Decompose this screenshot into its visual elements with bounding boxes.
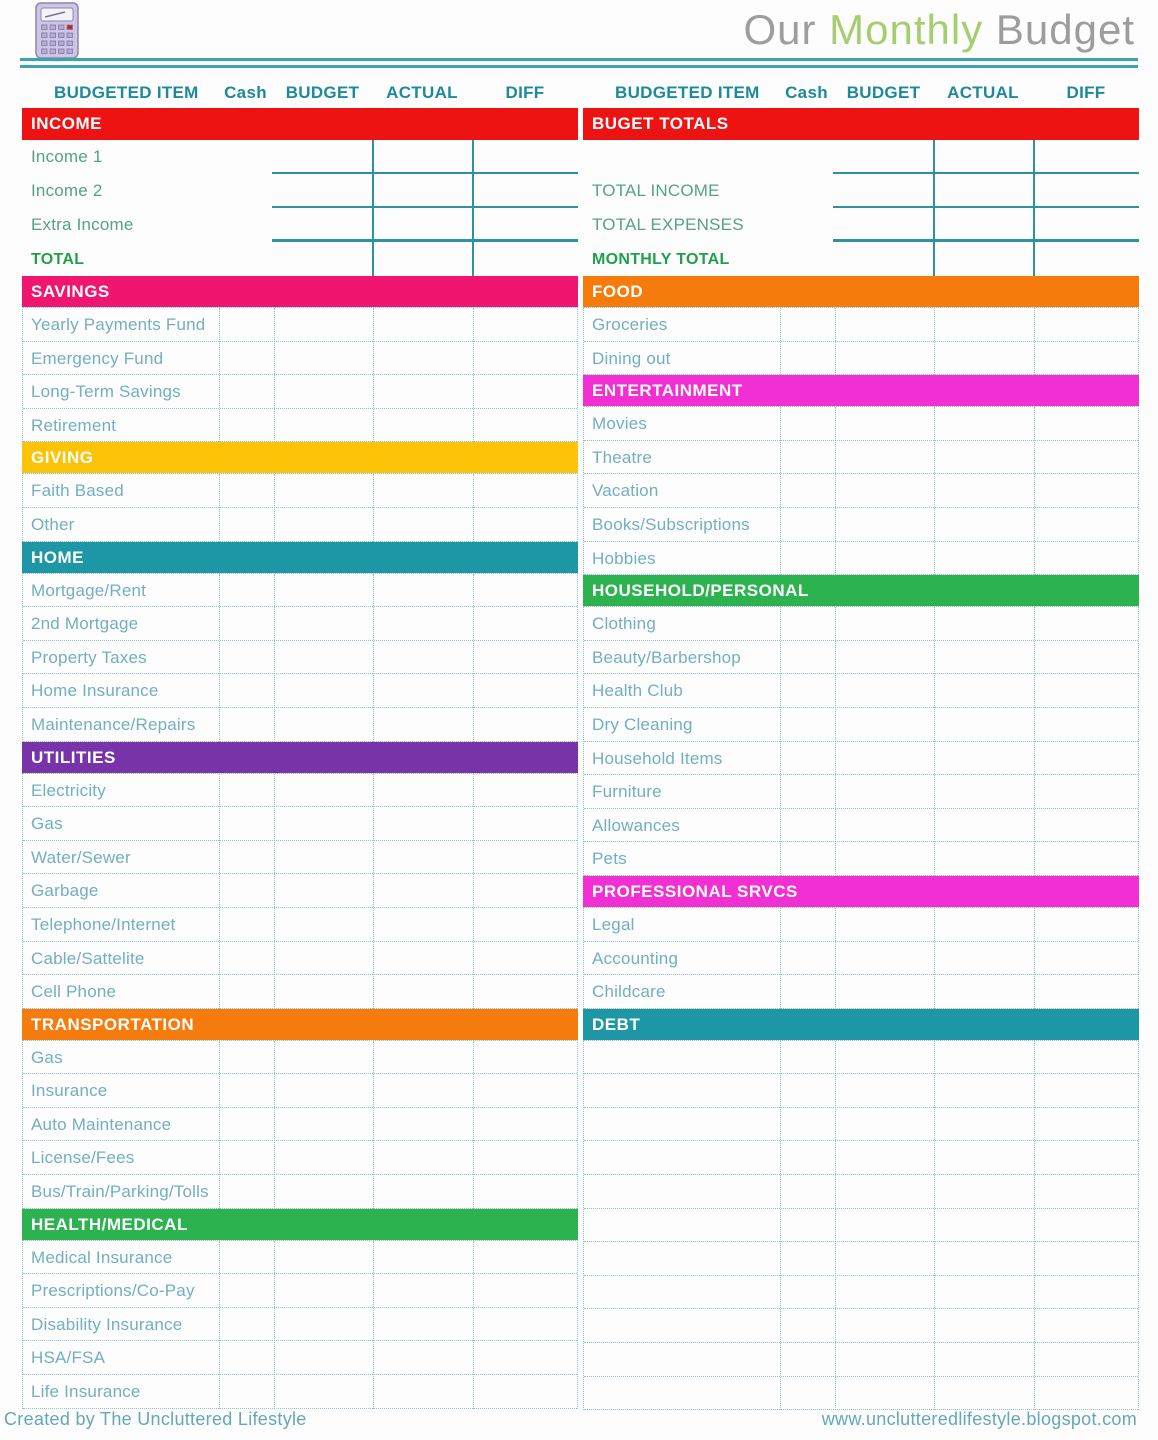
- table-row: [584, 908, 1138, 942]
- column-divider: [934, 908, 935, 1009]
- row-label: Gas: [31, 1047, 63, 1067]
- column-divider: [472, 140, 474, 276]
- column-divider: [219, 308, 220, 442]
- section-income: [22, 108, 578, 276]
- row-label: Groceries: [592, 315, 668, 334]
- section-grid: [583, 907, 1139, 1009]
- table-row: [583, 174, 1139, 208]
- section-buget-totals: [583, 108, 1139, 276]
- table-row: [583, 140, 1139, 174]
- row-label: Long-Term Savings: [31, 382, 181, 402]
- section-grid: [22, 773, 578, 1009]
- row-label: Home Insurance: [31, 681, 159, 701]
- left-column-headers: [22, 80, 578, 108]
- column-divider: [473, 774, 474, 1009]
- section-savings: [22, 276, 578, 442]
- row-label: Mortgage/Rent: [31, 580, 147, 600]
- footer-credit: Created by The Uncluttered Lifestyle: [4, 1409, 307, 1429]
- row-label: HSA/FSA: [31, 1348, 106, 1368]
- column-divider: [473, 574, 474, 742]
- row-label: Legal: [592, 914, 635, 934]
- table-row: [584, 842, 1138, 876]
- row-label: Life Insurance: [31, 1382, 141, 1402]
- table-row: [23, 874, 577, 908]
- column-divider: [835, 908, 836, 1009]
- table-row: [584, 1377, 1138, 1411]
- section-entertainment: [583, 375, 1139, 575]
- row-label: Cell Phone: [31, 982, 117, 1002]
- table-row: [23, 1074, 577, 1108]
- row-label: Beauty/Barbershop: [592, 647, 741, 667]
- row-label: Disability Insurance: [31, 1314, 183, 1334]
- table-row: [23, 1308, 577, 1342]
- column-divider: [1034, 1041, 1035, 1411]
- column-divider: [274, 774, 275, 1009]
- column-divider: [274, 1041, 275, 1209]
- table-row: [22, 140, 578, 174]
- table-row: [23, 574, 577, 608]
- table-row: [23, 908, 577, 942]
- section-header-giving: GIVING: [22, 442, 578, 473]
- total-label: MONTHLY TOTAL: [592, 251, 730, 268]
- row-label: Yearly Payments Fund: [31, 315, 206, 334]
- column-divider: [373, 774, 374, 1009]
- table-row: [584, 1209, 1138, 1243]
- column-divider: [473, 474, 474, 541]
- section-grid: [22, 573, 578, 742]
- table-row: [23, 1241, 577, 1275]
- column-divider: [934, 1041, 935, 1411]
- row-label: Electricity: [31, 780, 106, 800]
- column-header-budgeted-item: BUDGETED ITEM: [54, 83, 199, 102]
- column-divider: [274, 574, 275, 742]
- row-label: Emergency Fund: [31, 348, 164, 368]
- table-row: [23, 1108, 577, 1142]
- section-header-utilities: UTILITIES: [22, 742, 578, 773]
- section-header-buget-totals: BUGET TOTALS: [583, 108, 1139, 140]
- table-row: [584, 742, 1138, 776]
- table-row: [23, 1175, 577, 1209]
- column-header-diff: DIFF: [1066, 83, 1106, 102]
- table-row: [584, 641, 1138, 675]
- table-row: [584, 542, 1138, 576]
- column-divider: [473, 1041, 474, 1209]
- table-row: [23, 607, 577, 641]
- table-row: [23, 1274, 577, 1308]
- column-divider: [219, 574, 220, 742]
- table-row: [23, 1341, 577, 1375]
- column-divider: [274, 308, 275, 442]
- column-divider: [780, 607, 781, 876]
- section-header-debt: DEBT: [583, 1009, 1139, 1040]
- section-food: [583, 276, 1139, 375]
- column-divider: [835, 607, 836, 876]
- table-row: [584, 1242, 1138, 1276]
- column-divider: [1034, 607, 1035, 876]
- section-utilities: [22, 742, 578, 1009]
- table-row: [584, 674, 1138, 708]
- row-label: Extra Income: [31, 215, 134, 234]
- table-row: [22, 208, 578, 242]
- row-label: Other: [31, 514, 75, 534]
- row-label: Prescriptions/Co-Pay: [31, 1281, 195, 1301]
- table-row: [23, 508, 577, 542]
- table-row: [23, 1375, 577, 1409]
- row-label: TOTAL INCOME: [592, 181, 720, 200]
- column-header-cash: Cash: [785, 83, 828, 102]
- column-divider: [373, 574, 374, 742]
- section-grid: [22, 307, 578, 442]
- row-label: Dry Cleaning: [592, 714, 693, 734]
- section-grid: [583, 406, 1139, 575]
- column-divider: [780, 1041, 781, 1411]
- row-label: Pets: [592, 849, 627, 869]
- column-header-cash: Cash: [224, 83, 267, 102]
- row-label: Telephone/Internet: [31, 914, 176, 934]
- column-divider: [934, 607, 935, 876]
- left-budget-table: [22, 80, 578, 1409]
- column-header-budget: BUDGET: [846, 83, 921, 102]
- column-divider: [934, 308, 935, 375]
- row-label: Medical Insurance: [31, 1247, 173, 1267]
- section-header-health-medical: HEALTH/MEDICAL: [22, 1209, 578, 1240]
- right-sections: [583, 276, 1139, 1410]
- table-row: [23, 641, 577, 675]
- column-divider: [1034, 908, 1035, 1009]
- table-row: [23, 409, 577, 443]
- table-row: [23, 807, 577, 841]
- column-divider: [780, 407, 781, 575]
- table-row: [23, 1141, 577, 1175]
- row-label: Auto Maintenance: [31, 1114, 172, 1134]
- row-label: Allowances: [592, 815, 680, 835]
- table-row: [584, 775, 1138, 809]
- table-row: [584, 1141, 1138, 1175]
- page-title: [743, 6, 1135, 54]
- table-row: [584, 975, 1138, 1009]
- section-grid: [22, 473, 578, 541]
- section-grid: [583, 606, 1139, 876]
- section-giving: [22, 442, 578, 541]
- totals-grid: [583, 140, 1139, 276]
- column-divider: [373, 1241, 374, 1409]
- table-row: [584, 474, 1138, 508]
- table-row: [23, 308, 577, 342]
- column-divider: [372, 140, 374, 276]
- divider-rule: [20, 58, 1138, 68]
- column-header-budgeted-item: BUDGETED ITEM: [615, 83, 760, 102]
- row-label: Health Club: [592, 681, 684, 701]
- table-row: [22, 174, 578, 208]
- table-row: [584, 809, 1138, 843]
- row-label: Income 2: [31, 181, 103, 200]
- section-header-entertainment: ENTERTAINMENT: [583, 375, 1139, 406]
- total-row: [583, 242, 1139, 276]
- table-row: [23, 375, 577, 409]
- column-divider: [835, 407, 836, 575]
- table-row: [584, 1108, 1138, 1142]
- table-row: [584, 407, 1138, 441]
- column-divider: [373, 1041, 374, 1209]
- row-label: Vacation: [592, 481, 659, 501]
- row-label: Maintenance/Repairs: [31, 714, 196, 734]
- table-row: [23, 841, 577, 875]
- column-divider: [219, 1241, 220, 1409]
- column-divider: [835, 308, 836, 375]
- footer-url: www.unclutteredlifestyle.blogspot.com: [821, 1409, 1137, 1429]
- row-label: Furniture: [592, 782, 662, 802]
- row-label: Insurance: [31, 1081, 108, 1101]
- column-divider: [1033, 140, 1035, 276]
- column-divider: [219, 774, 220, 1009]
- section-header-household-personal: HOUSEHOLD/PERSONAL: [583, 575, 1139, 606]
- table-row: [584, 342, 1138, 376]
- table-row: [23, 674, 577, 708]
- section-debt: [583, 1009, 1139, 1411]
- table-row: [584, 1074, 1138, 1108]
- column-divider: [274, 474, 275, 541]
- row-label: Hobbies: [592, 548, 656, 568]
- total-row: [22, 242, 578, 276]
- section-header-savings: SAVINGS: [22, 276, 578, 307]
- section-header-home: HOME: [22, 542, 578, 573]
- table-row: [584, 441, 1138, 475]
- row-label: Income 1: [31, 147, 103, 166]
- column-divider: [473, 308, 474, 442]
- section-transportation: [22, 1009, 578, 1209]
- row-label: Property Taxes: [31, 647, 147, 667]
- section-grid: [22, 1240, 578, 1409]
- row-label: Theatre: [592, 447, 652, 467]
- row-label: Garbage: [31, 881, 99, 901]
- column-header-actual: ACTUAL: [947, 83, 1019, 102]
- section-grid: [583, 307, 1139, 375]
- income-grid: [22, 140, 578, 276]
- total-label: TOTAL: [31, 251, 85, 268]
- table-row: [584, 1041, 1138, 1075]
- title-part-3: Budget: [983, 6, 1135, 53]
- section-header-income: INCOME: [22, 108, 578, 140]
- title-part-2: Monthly: [829, 6, 984, 53]
- right-column-headers: [583, 80, 1139, 108]
- row-label: Accounting: [592, 948, 679, 968]
- column-divider: [219, 1041, 220, 1209]
- section-household-personal: [583, 575, 1139, 876]
- row-label: Bus/Train/Parking/Tolls: [31, 1182, 209, 1202]
- table-row: [23, 774, 577, 808]
- column-divider: [835, 1041, 836, 1411]
- section-header-food: FOOD: [583, 276, 1139, 307]
- section-header-transportation: TRANSPORTATION: [22, 1009, 578, 1040]
- column-divider: [373, 308, 374, 442]
- section-grid: [22, 1040, 578, 1209]
- table-row: [584, 708, 1138, 742]
- column-divider: [473, 1241, 474, 1409]
- column-divider: [1034, 308, 1035, 375]
- table-row: [584, 1309, 1138, 1343]
- section-health-medical: [22, 1209, 578, 1409]
- left-sections: [22, 276, 578, 1409]
- table-row: [584, 508, 1138, 542]
- table-row: [23, 708, 577, 742]
- row-label: Books/Subscriptions: [592, 514, 750, 534]
- table-row: [584, 607, 1138, 641]
- column-divider: [780, 908, 781, 1009]
- table-row: [584, 1343, 1138, 1377]
- row-label: Cable/Sattelite: [31, 948, 145, 968]
- column-divider: [219, 474, 220, 541]
- row-label: Clothing: [592, 614, 656, 634]
- column-header-diff: DIFF: [505, 83, 545, 102]
- table-row: [23, 342, 577, 376]
- table-row: [584, 1175, 1138, 1209]
- table-row: [584, 1276, 1138, 1310]
- table-row: [23, 975, 577, 1009]
- section-home: [22, 542, 578, 742]
- table-row: [584, 308, 1138, 342]
- right-budget-table: [583, 80, 1139, 1410]
- row-label: Water/Sewer: [31, 847, 131, 867]
- column-divider: [933, 140, 935, 276]
- section-header-professional-srvcs: PROFESSIONAL SRVCS: [583, 876, 1139, 907]
- table-row: [583, 208, 1139, 242]
- row-label: Dining out: [592, 348, 671, 368]
- row-label: Gas: [31, 814, 63, 834]
- column-divider: [1034, 407, 1035, 575]
- column-header-budget: BUDGET: [285, 83, 360, 102]
- column-header-actual: ACTUAL: [386, 83, 458, 102]
- row-label: TOTAL EXPENSES: [592, 215, 744, 234]
- column-divider: [934, 407, 935, 575]
- row-label: Retirement: [31, 415, 117, 435]
- table-row: [23, 474, 577, 508]
- row-label: 2nd Mortgage: [31, 614, 139, 634]
- column-divider: [780, 308, 781, 375]
- row-label: Movies: [592, 414, 648, 434]
- row-label: Childcare: [592, 982, 666, 1002]
- table-row: [23, 942, 577, 976]
- title-part-1: Our: [743, 6, 830, 53]
- row-label: License/Fees: [31, 1148, 135, 1168]
- row-label: Faith Based: [31, 481, 124, 501]
- row-label: Household Items: [592, 748, 723, 768]
- section-professional-srvcs: [583, 876, 1139, 1009]
- column-divider: [373, 474, 374, 541]
- column-divider: [274, 1241, 275, 1409]
- section-grid: [583, 1040, 1139, 1411]
- table-row: [23, 1041, 577, 1075]
- table-row: [584, 942, 1138, 976]
